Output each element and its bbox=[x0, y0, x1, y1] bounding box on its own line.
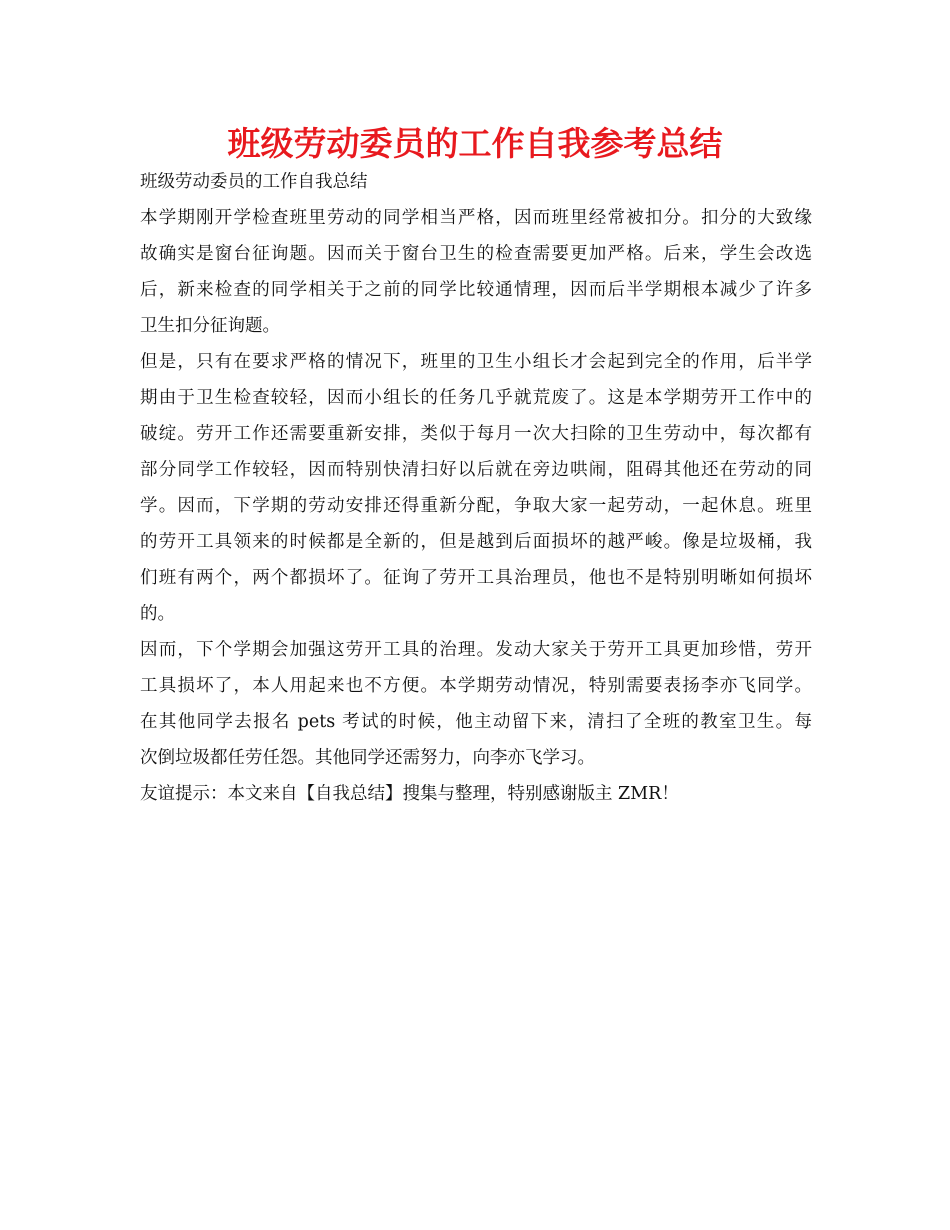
paragraph-line: 后，新来检查的同学相关于之前的同学比较通情理，因而后半学期根本减少了许多 bbox=[140, 280, 812, 300]
paragraph-line: 卫生扣分征询题。 bbox=[140, 316, 280, 336]
paragraph-line: 们班有两个，两个都损坏了。征询了劳开工具治理员，他也不是特别明晰如何损坏 bbox=[140, 568, 812, 588]
paragraph-line: 故确实是窗台征询题。因而关于窗台卫生的检查需要更加严格。后来，学生会改选 bbox=[140, 244, 812, 264]
paragraph-line: 工具损坏了，本人用起来也不方便。本学期劳动情况，特别需要表扬李亦飞同学。 bbox=[140, 676, 812, 696]
paragraph-line: 在其他同学去报名 pets 考试的时候，他主动留下来，清扫了全班的教室卫生。每 bbox=[140, 712, 812, 732]
document-body bbox=[140, 164, 812, 812]
paragraph-line: 次倒垃圾都任劳任怨。其他同学还需努力，向李亦飞学习。 bbox=[140, 748, 595, 768]
paragraph-line: 部分同学工作较轻，因而特别快清扫好以后就在旁边哄闹，阻碍其他还在劳动的同 bbox=[140, 460, 812, 480]
paragraph-line: 的。 bbox=[140, 604, 175, 624]
paragraph-line: 期由于卫生检查较轻，因而小组长的任务几乎就荒废了。这是本学期劳开工作中的 bbox=[140, 388, 812, 408]
paragraph-line: 的劳开工具领来的时候都是全新的，但是越到后面损坏的越严峻。像是垃圾桶，我 bbox=[140, 532, 812, 552]
paragraph-line: 但是，只有在要求严格的情况下，班里的卫生小组长才会起到完全的作用，后半学 bbox=[140, 352, 812, 372]
subtitle-line: 班级劳动委员的工作自我总结 bbox=[140, 172, 368, 192]
paragraph-line: 学。因而，下学期的劳动安排还得重新分配，争取大家一起劳动，一起休息。班里 bbox=[140, 496, 812, 516]
paragraph-line: 因而，下个学期会加强这劳开工具的治理。发动大家关于劳开工具更加珍惜，劳开 bbox=[140, 640, 812, 660]
paragraph-line: 本学期刚开学检查班里劳动的同学相当严格，因而班里经常被扣分。扣分的大致缘 bbox=[140, 208, 812, 228]
document-title: 班级劳动委员的工作自我参考总结 bbox=[227, 124, 723, 163]
paragraph-line: 破绽。劳开工作还需要重新安排，类似于每月一次大扫除的卫生劳动中，每次都有 bbox=[140, 424, 812, 444]
footer-note: 友谊提示：本文来自【自我总结】搜集与整理，特别感谢版主 ZMR！ bbox=[140, 784, 679, 804]
